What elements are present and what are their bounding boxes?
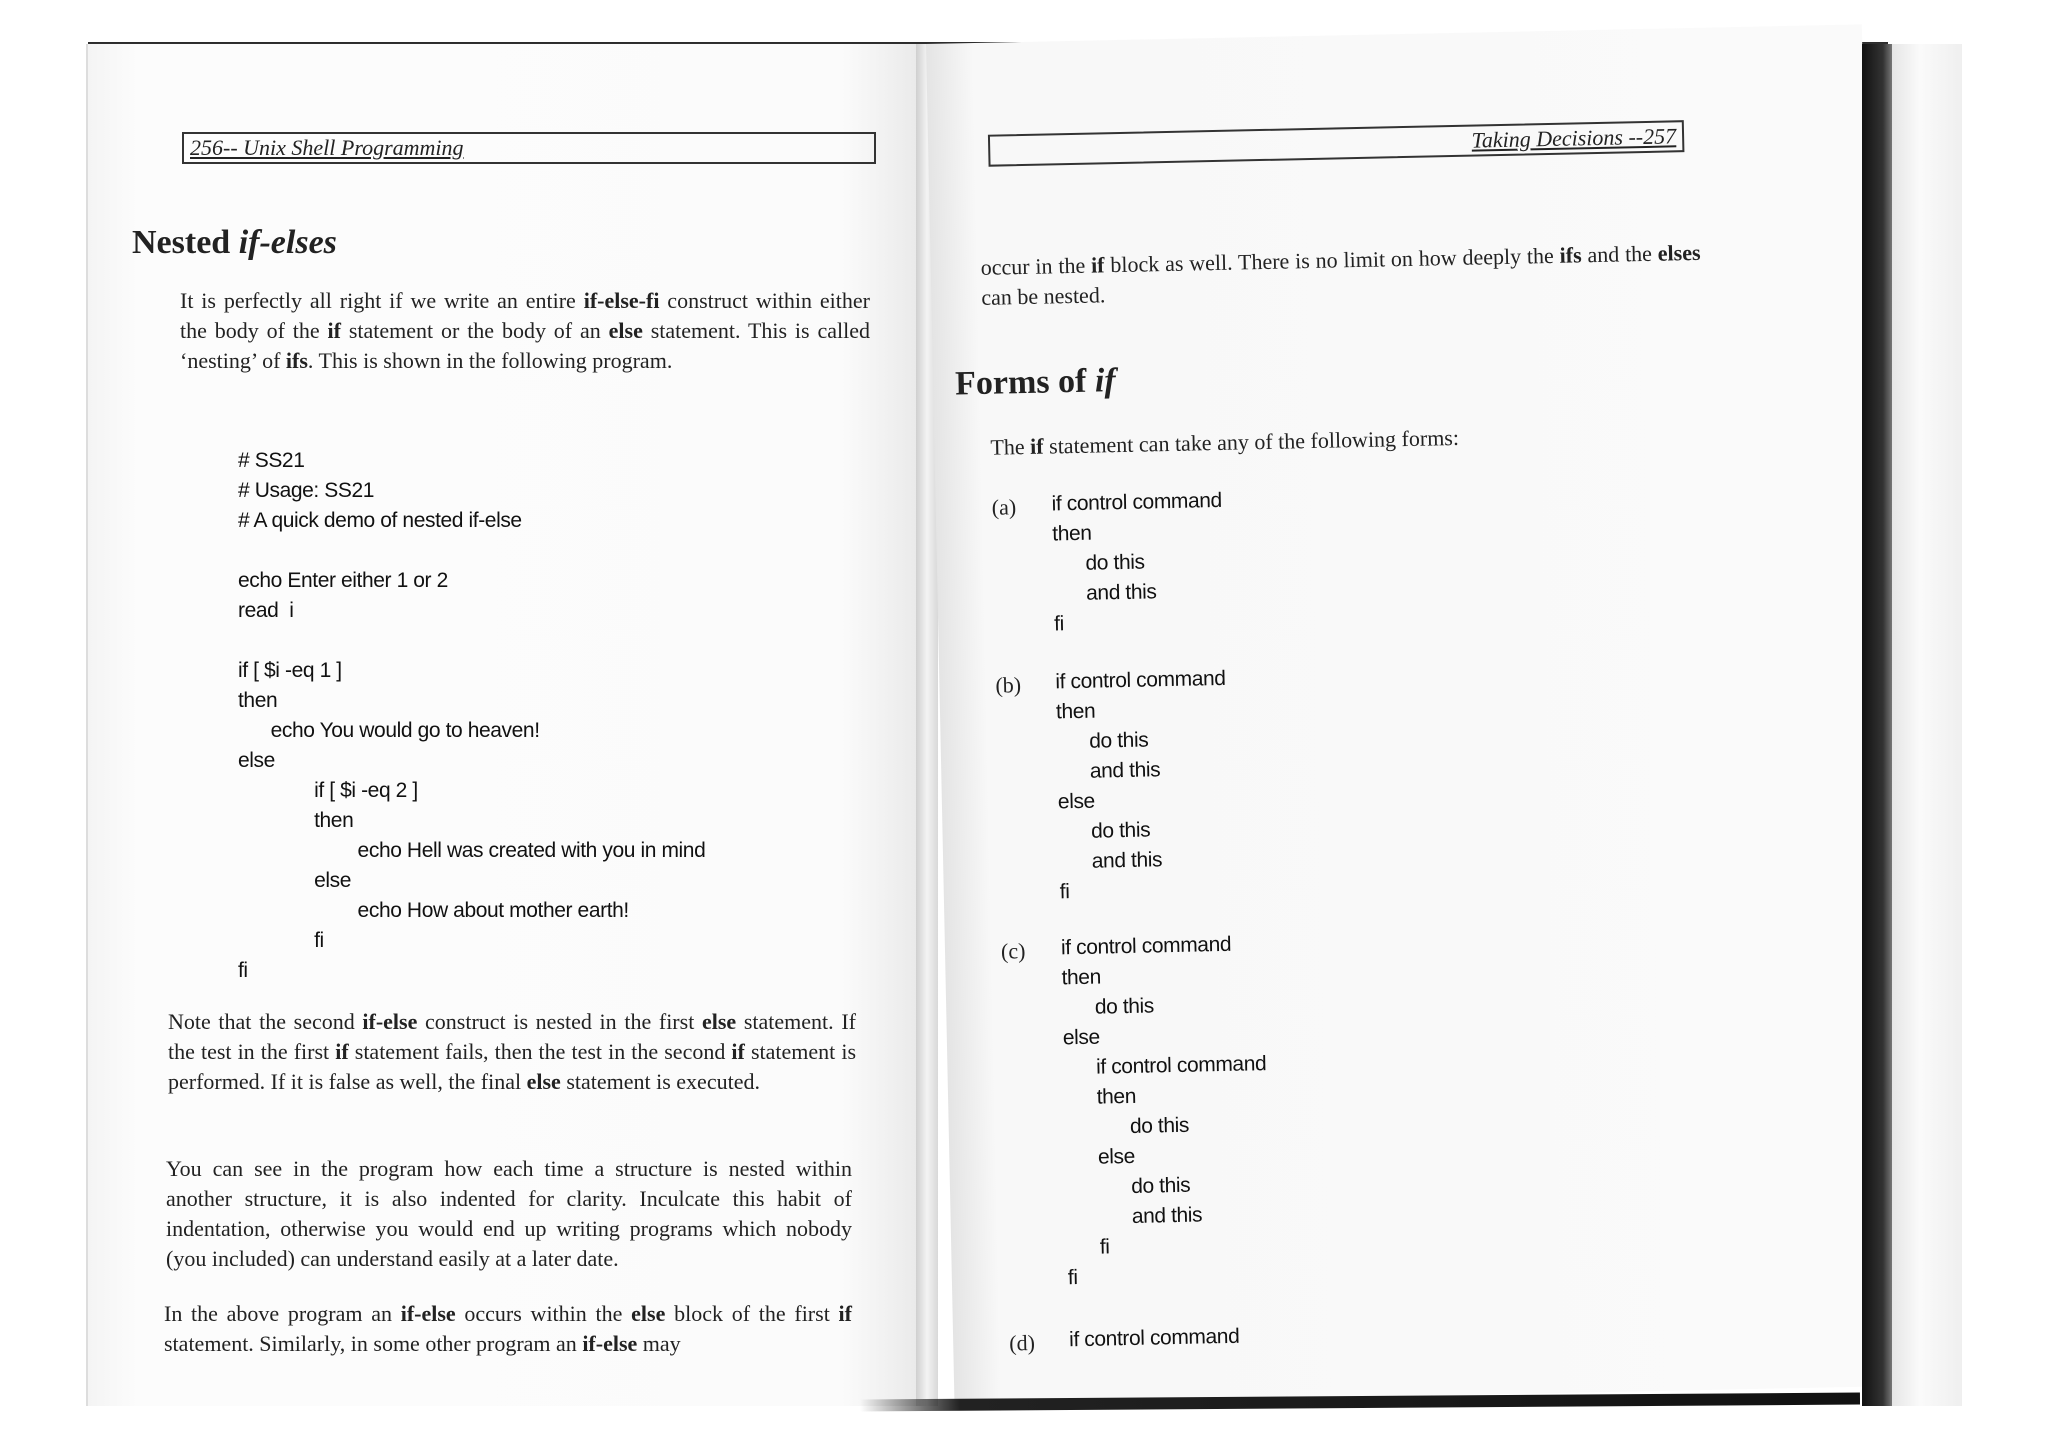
form-code-line: then xyxy=(1055,699,1096,724)
form-label: (b) xyxy=(995,672,1022,698)
form-code-line: fi xyxy=(1059,880,1070,904)
form-code-line: then xyxy=(1061,965,1102,990)
form-code-line: then xyxy=(1063,1084,1137,1110)
continuation-paragraph: occur in the if block as well. There is no limit on how deeply the ifs and the elses can be nested. xyxy=(980,239,1701,310)
form-code-line: do this xyxy=(1052,550,1145,576)
form-code-line: if control command xyxy=(1051,488,1223,516)
program-line: else xyxy=(238,749,275,772)
program-line: then xyxy=(238,809,354,832)
program-line xyxy=(238,536,705,566)
program-line: fi xyxy=(238,929,324,952)
program-line: # A quick demo of nested if-else xyxy=(238,509,522,532)
form-code-line: fi xyxy=(1067,1266,1078,1290)
final-paragraph: In the above program an if-else occurs within the else block of the first if statement. Similarly, in some other program an if-else may xyxy=(164,1301,852,1356)
form-label: (c) xyxy=(1000,938,1026,964)
form-code xyxy=(1069,1322,1240,1356)
form-code-line: do this xyxy=(1064,1113,1190,1140)
form-code-line: fi xyxy=(1053,612,1065,636)
form-code-line: do this xyxy=(1061,994,1155,1020)
form-code-line: if control command xyxy=(1063,1052,1267,1080)
program-line: else xyxy=(238,869,352,892)
program-line: # Usage: SS21 xyxy=(238,479,375,502)
program-line: if [ $i -eq 2 ] xyxy=(238,779,418,802)
forms-title-keyword: if xyxy=(1094,362,1117,400)
form-code-line: and this xyxy=(1066,1203,1203,1230)
form-code-line: and this xyxy=(1057,758,1161,784)
form-code-line: do this xyxy=(1065,1173,1191,1200)
section-title-nested-if-elses xyxy=(132,224,337,262)
program-line: fi xyxy=(238,959,248,982)
form-code xyxy=(1061,929,1271,1293)
section-title-prefix: Nested xyxy=(132,224,239,261)
forms-intro-paragraph: The if statement can take any of the following forms: xyxy=(990,424,1460,460)
forms-title-prefix: Forms of xyxy=(954,362,1096,403)
indentation-paragraph: You can see in the program how each time a structure is nested within another structure, it is also indented for clarity. Inculcate this habit of indentation, otherwise you would end up writing programs which nobody (you included) can understand easily at a later date. xyxy=(166,1156,852,1271)
intro-paragraph: It is perfectly all right if we write an entire if-else-fi construct within either the body of the if statement or the body of an else statement. This is called ‘nesting’ of ifs. This is shown in the following program. xyxy=(180,288,871,373)
program-line: echo You would go to heaven! xyxy=(238,719,540,742)
form-code-line: then xyxy=(1052,521,1092,546)
program-line: then xyxy=(238,689,278,712)
form-code-line: if control command xyxy=(1060,932,1232,960)
right-running-header xyxy=(988,120,1685,167)
form-code xyxy=(1051,486,1224,640)
program-listing-ss21 xyxy=(238,446,705,986)
form-label: (d) xyxy=(1008,1330,1036,1356)
form-code-line: else xyxy=(1057,789,1096,814)
note-paragraph: Note that the second if-else construct is nested in the first else statement. If the test in the first if statement fails, then the test in the second if statement is performed. If it is false as well, the final else statement is executed. xyxy=(168,1009,856,1094)
form-code xyxy=(1055,664,1230,908)
program-line: # SS21 xyxy=(238,449,305,472)
program-line: echo Hell was created with you in mind xyxy=(238,839,706,862)
page-stack-edge xyxy=(1892,44,1962,1406)
form-code-line: else xyxy=(1062,1025,1101,1050)
form-code-line: else xyxy=(1065,1144,1136,1170)
section-title-forms-of-if xyxy=(955,362,1116,403)
program-line: if [ $i -eq 1 ] xyxy=(238,659,342,682)
right-page xyxy=(926,24,1890,1405)
form-code-line: do this xyxy=(1058,818,1151,844)
program-line: echo How about mother earth! xyxy=(238,899,629,922)
form-code-line: if control command xyxy=(1055,666,1226,694)
form-label: (a) xyxy=(991,494,1017,520)
section-title-keyword: if-elses xyxy=(238,224,337,261)
program-line: echo Enter either 1 or 2 xyxy=(238,569,448,592)
program-line: read i xyxy=(238,599,294,622)
form-code-line: fi xyxy=(1067,1235,1110,1260)
form-code-line: and this xyxy=(1058,848,1163,874)
left-page xyxy=(88,44,926,1406)
form-code-line: and this xyxy=(1053,580,1157,606)
book-cover-edge xyxy=(1862,44,1892,1406)
right-header-text: Taking Decisions --257 xyxy=(1471,123,1677,153)
left-header-text: 256-- Unix Shell Programming xyxy=(190,135,464,160)
left-running-header xyxy=(182,132,876,164)
program-line xyxy=(238,626,705,656)
form-code-line: do this xyxy=(1056,728,1149,754)
form-code-line: if control command xyxy=(1068,1324,1240,1352)
